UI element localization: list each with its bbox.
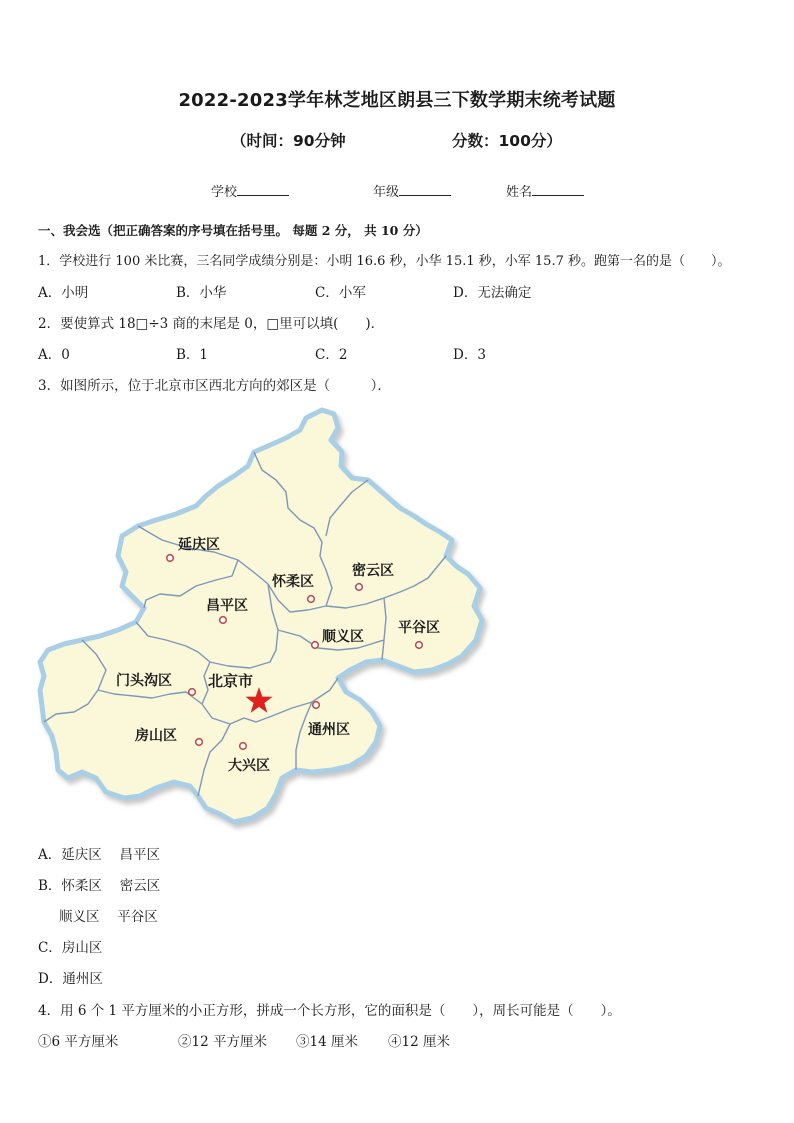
q2-option-d: D．3 [453, 347, 486, 363]
label-miyun: 密云区 [352, 563, 394, 579]
q3-option-a: A．延庆区 昌平区 [38, 847, 161, 863]
q1-option-b: B．小华 [176, 285, 227, 301]
school-label: 学校 [211, 185, 238, 200]
grade-field [373, 181, 451, 200]
label-changping: 昌平区 [206, 598, 248, 614]
shunyi-marker [312, 642, 319, 649]
label-daxing: 大兴区 [228, 758, 270, 774]
label-pinggu: 平谷区 [398, 620, 440, 636]
q2-option-b: B．1 [176, 347, 209, 363]
beijing-map [36, 403, 492, 833]
q2-option-a: A．0 [38, 347, 70, 363]
tongzhou-marker [313, 702, 320, 709]
mentougou-marker [189, 689, 196, 696]
yanqing-marker [167, 555, 174, 562]
huairou-marker [308, 596, 315, 603]
question-2: 2．要使算式 18□÷3 商的末尾是 0，□里可以填( )． [38, 316, 385, 332]
q1-option-c: C．小军 [315, 285, 366, 301]
changping-marker [220, 617, 227, 624]
label-beijing: 北京市 [208, 672, 254, 690]
miyun-marker [356, 584, 363, 591]
exam-time: （时间：90分钟 [231, 132, 346, 150]
q3-option-c: C．房山区 [38, 940, 103, 956]
label-mentougou: 门头沟区 [116, 673, 172, 689]
q3-option-d: D．通州区 [38, 971, 103, 987]
page-title: 2022-2023学年林芝地区朗县三下数学期末统考试题 [178, 90, 616, 111]
q4-option-2: ②12 平方厘米 [178, 1034, 267, 1050]
q4-option-4: ④12 厘米 [388, 1034, 450, 1050]
label-fangshan: 房山区 [135, 728, 177, 744]
daxing-marker [240, 743, 247, 750]
q3-option-b: B．怀柔区 密云区 [38, 878, 161, 894]
q3-option-b-line2: 顺义区 平谷区 [59, 909, 158, 925]
exam-score: 分数：100分） [452, 132, 562, 150]
q2-option-c: C．2 [315, 347, 348, 363]
name-field [506, 181, 584, 200]
grade-blank [399, 183, 451, 196]
label-shunyi: 顺义区 [322, 629, 364, 645]
school-blank [237, 183, 289, 196]
name-label: 姓名 [506, 185, 533, 200]
label-tongzhou: 通州区 [308, 722, 350, 738]
q4-option-1: ①6 平方厘米 [38, 1034, 119, 1050]
label-huairou: 怀柔区 [272, 574, 314, 590]
question-4: 4．用 6 个 1 平方厘米的小正方形，拼成一个长方形，它的面积是（ ），周长可能是（ ）。 [38, 1003, 621, 1019]
grade-label: 年级 [373, 185, 400, 200]
name-blank [532, 183, 584, 196]
q1-option-a: A．小明 [38, 285, 89, 301]
fangshan-marker [196, 739, 203, 746]
q4-option-3: ③14 厘米 [296, 1034, 358, 1050]
label-yanqing: 延庆区 [178, 537, 220, 553]
q1-option-d: D．无法确定 [453, 285, 532, 301]
question-1: 1．学校进行 100 米比赛，三名同学成绩分别是：小明 16.6 秒，小华 15.1 秒，小军 15.7 秒。跑第一名的是（ ）。 [38, 254, 731, 269]
pinggu-marker [416, 642, 423, 649]
question-3: 3．如图所示，位于北京市区西北方向的郊区是（ ）． [38, 378, 391, 394]
section-heading: 一、我会选（把正确答案的序号填在括号里。 每题 2 分， 共 10 分） [38, 223, 428, 238]
school-field [211, 181, 289, 200]
